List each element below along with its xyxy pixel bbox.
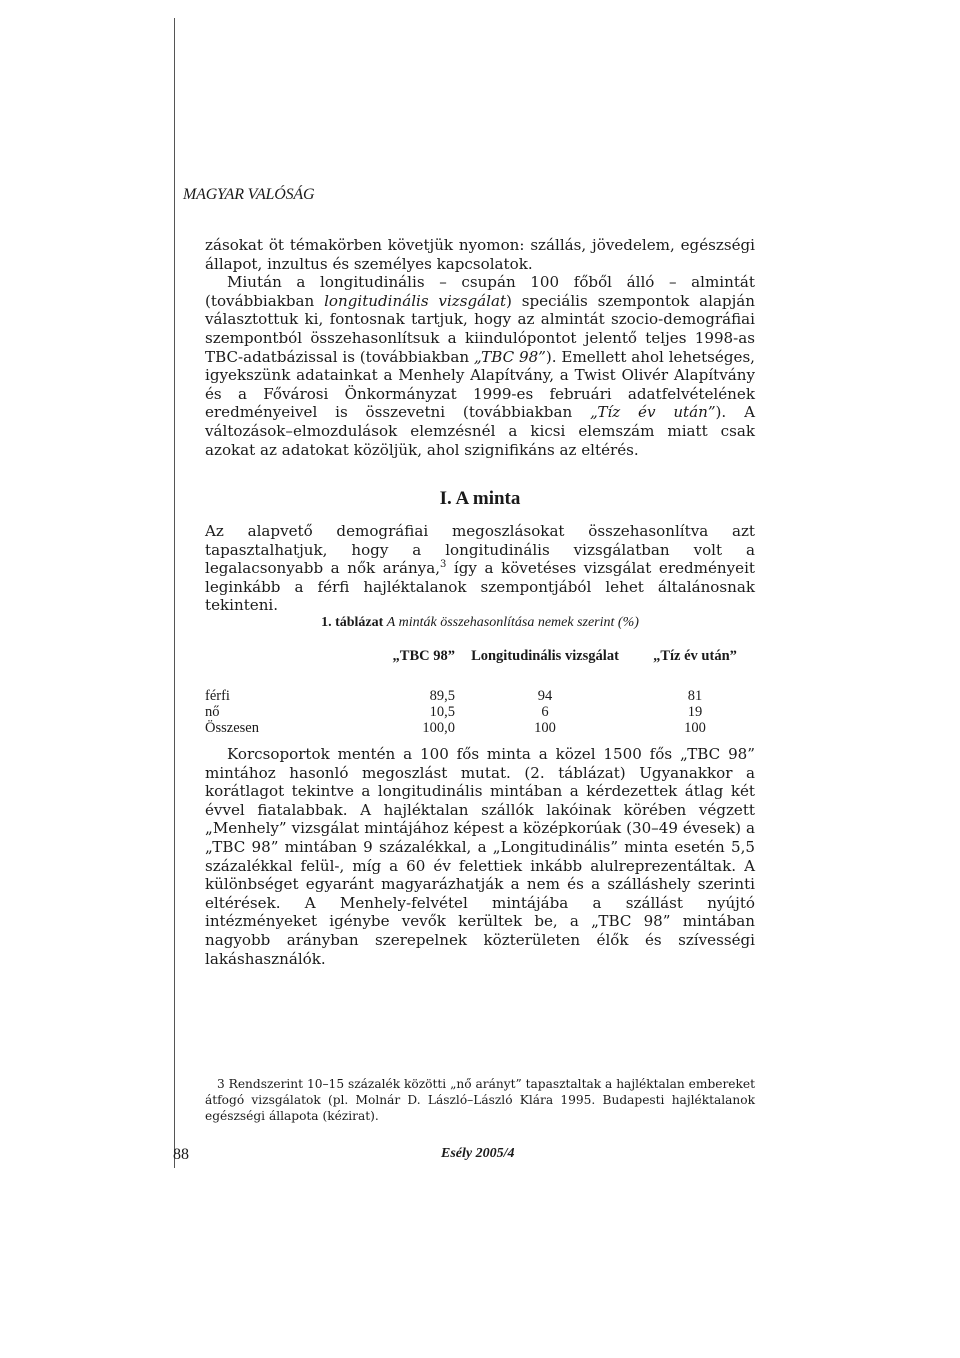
table-cell: 10,5 [429,704,455,720]
table-cell: 100 [534,720,556,736]
table-cell: 94 [537,688,553,704]
section-text-2 [205,745,755,968]
table-cell: férfi [205,688,230,704]
table-cell: 89,5 [429,688,455,704]
running-head: MAGYAR VALÓSÁG [183,186,315,203]
table-cell: 100 [684,720,706,736]
journal-name: Esély 2005/4 [441,1146,515,1161]
table-row [205,720,755,736]
intro-text [205,236,755,459]
text-run: Az alapvető demográfiai megoszlásokat összehasonlítva azt tapasztalhatjuk, hogy a longitudinális vizsgálatban volt a legalacsonyabb a nők aránya, [205,522,755,578]
table-row [205,688,755,704]
table-header-cell: „TBC 98” [392,648,455,664]
table-header-cell: Longitudinális vizsgálat [471,648,619,664]
table-header-cell: „Tíz év után” [653,648,737,664]
table-title: A minták összehasonlítása nemek szerint (%) [386,615,639,630]
margin-rule [174,18,175,1168]
text-run: ). Emellett ahol lehetséges, igyekszünk adatainkat a Menhely Alapítvány, a Twist Olivér Alapítvány és a Fővárosi Önkormányzat 1999-es februári adatfelvételének eredményeivel is összevetni (továbbiakban [205,347,755,422]
footnote-text: 3 Rendszerint 10–15 százalék közötti „nő arányt” tapasztaltak a hajléktalan embereket átfogó vizsgálatok (pl. Molnár D. László–László Klára 1995. Budapesti hajléktalanok egészségi állapota (kézirat). [205,1077,755,1123]
table-cell: 100,0 [422,720,455,736]
text-run-italic: longitudinális vizsgálat [324,291,507,310]
footnote [205,1076,755,1124]
text-run-italic: „TBC 98” [473,347,546,366]
intro-paragraph-1: zásokat öt témakörben követjük nyomon: szállás, jövedelem, egészségi állapot, inzultus és személyes kapcsolatok. [205,236,755,273]
section-heading: I. A minta [439,488,521,509]
page-number: 88 [173,1146,189,1163]
table-caption [205,615,755,631]
footnote-ref: 3 [440,559,447,571]
section-paragraph-1 [205,522,755,615]
table-label: 1. táblázat [321,615,384,630]
table-cell: 19 [687,704,703,720]
text-run: Miután a longitudinális – csupán 100 főből álló – almintát (továbbiakban [205,273,755,310]
table-cell: 6 [541,704,549,720]
table-cell: 81 [687,688,703,704]
section-text [205,522,755,615]
text-run-italic: „Tíz év után” [590,403,716,422]
table-cell: nő [205,704,220,720]
intro-paragraph-2 [205,273,755,459]
comparison-table [205,648,755,736]
table-header-row [205,648,755,670]
text-run: ). A változások–elmozdulások elemzésnél a kicsi elemszám miatt csak azokat az adatokat közöljük, ahol szignifikáns az eltérés. [205,403,755,459]
text-run: ) speciális szempontok alapján választottuk ki, fontosnak tartjuk, hogy az almintát szocio-demográfiai szempontból összehasonlítsuk a kiindulópontot jelentő teljes 1998-as TBC-adatbázissal is (továbbiakban [205,291,755,366]
table-cell: Összesen [205,720,259,736]
table-row [205,704,755,720]
text-run: így a követéses vizsgálat eredményeit leginkább a férfi hajléktalanok szempontjából lehet általánosnak tekinteni. [205,559,755,615]
table-spacer [205,670,755,688]
section-paragraph-2: Korcsoportok mentén a 100 fős minta a közel 1500 fős „TBC 98” mintához hasonló megoszlást mutat. (2. táblázat) Ugyanakkor a korátlagot tekintve a longitudinális mintában a kérdezettek átlag két évvel fiatalabbak. A hajléktalan szállók lakóinak körében végzett „Menhely” vizsgálat mintájához képest a középkorúak (30–49 évesek) a „TBC 98” mintában 9 százalékkal, a „Longitudinális” minta esetén 5,5 százalékkal felül-, míg a 60 év felettiek inkább alulreprezentáltak. A különbséget egyaránt magyarázhatják a nem és a szálláshely szerinti eltérések. A Menhely-felvétel mintájába a szállást nyújtó intézményeket igénybe vevők kerültek be, a „TBC 98” mintában nagyobb arányban szerepelnek közterületen élők és szívességi lakáshasználók. [205,745,755,968]
table-header-cell [205,648,370,670]
